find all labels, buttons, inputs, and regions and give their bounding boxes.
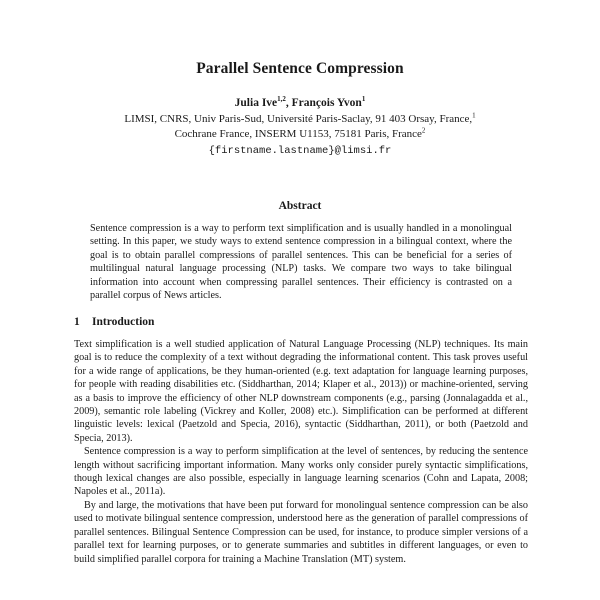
affiliation-2-sup: 2 bbox=[421, 126, 426, 135]
intro-paragraph-3: By and large, the motivations that have been put forward for monolingual sentence compression can be also used to motivate bilingual sentence compression, understood here as the generation of parallel compressions of parallel sentences. Bilingual Sentence Compression can be used, for instance, to produce simpler versions of a parallel text for learning purposes, or to generate summaries and subtitles in different languages, or even to build simplified parallel corpora for training a Machine Translation (MT) system. bbox=[74, 499, 528, 565]
author-1: Julia Ive bbox=[234, 97, 278, 109]
affiliation-1-text: LIMSI, CNRS, Univ Paris-Sud, Université Paris-Saclay, 91 403 Orsay, France, bbox=[124, 113, 473, 125]
affiliation-1 bbox=[0, 113, 600, 126]
abstract-heading: Abstract bbox=[278, 200, 322, 212]
abstract-paragraph: Sentence compression is a way to perform text simplification and is usually handled in a monolingual setting. In this paper, we study ways to extend sentence compression in a bilingual context, where the goal is to obtain parallel compressions of parallel sentences. This can be beneficial for a series of multilingual natural language processing (NLP) tasks. We compare two ways to take bilingual information into account when compressing parallel sentences. Their efficiency is contrasted on a parallel corpus of News articles. bbox=[90, 223, 512, 302]
intro-paragraph-2: Sentence compression is a way to perform simplification at the level of sentences, by reducing the sentence length without sacrificing important information. Many works only consider purely syntactic simplifications, though lexical changes are also possible, especially in language learning scenarios (Cohn and Lapata, 2008; Napoles et al., 2011a). bbox=[74, 446, 528, 498]
affiliation-2-text: Cochrane France, INSERM U1153, 75181 Paris, France bbox=[174, 128, 422, 140]
section-heading-introduction bbox=[74, 316, 154, 328]
affiliation-1-sup: 1 bbox=[472, 111, 476, 120]
author-line bbox=[0, 97, 600, 109]
introduction-body bbox=[74, 338, 528, 566]
author-2: François Yvon bbox=[291, 97, 362, 109]
author-separator: , bbox=[285, 97, 292, 109]
author-1-sup: 1,2 bbox=[277, 95, 286, 104]
abstract-body bbox=[90, 222, 512, 302]
section-title: Introduction bbox=[92, 316, 155, 328]
affiliation-2 bbox=[0, 128, 600, 141]
intro-paragraph-1: Text simplification is a well studied application of Natural Language Processing (NLP) techniques. Its main goal is to reduce the complexity of a text without degrading the informational content. This task proves useful for a wide range of applications, be they human-oriented (e.g. text adaptation for language learning purposes, for people with reading disabilities etc. (Siddharthan, 2014; Klaper et al., 2013)) or machine-oriented, serving as a basis to improve the efficiency of other NLP downstream components (e.g., parsing (Jonnalagadda et al., 2009), semantic role labeling (Vickrey and Koller, 2008) etc.). Simplification can be performed at different linguistic levels: lexical (Paetzold and Specia, 2016), syntactic (Siddharthan, 2011), or both (Paetzold and Specia, 2013). bbox=[74, 339, 528, 444]
paper-title: Parallel Sentence Compression bbox=[196, 60, 404, 77]
author-2-sup: 1 bbox=[361, 95, 366, 104]
section-number: 1 bbox=[74, 316, 80, 328]
author-email: {firstname.lastname}@limsi.fr bbox=[208, 145, 392, 157]
